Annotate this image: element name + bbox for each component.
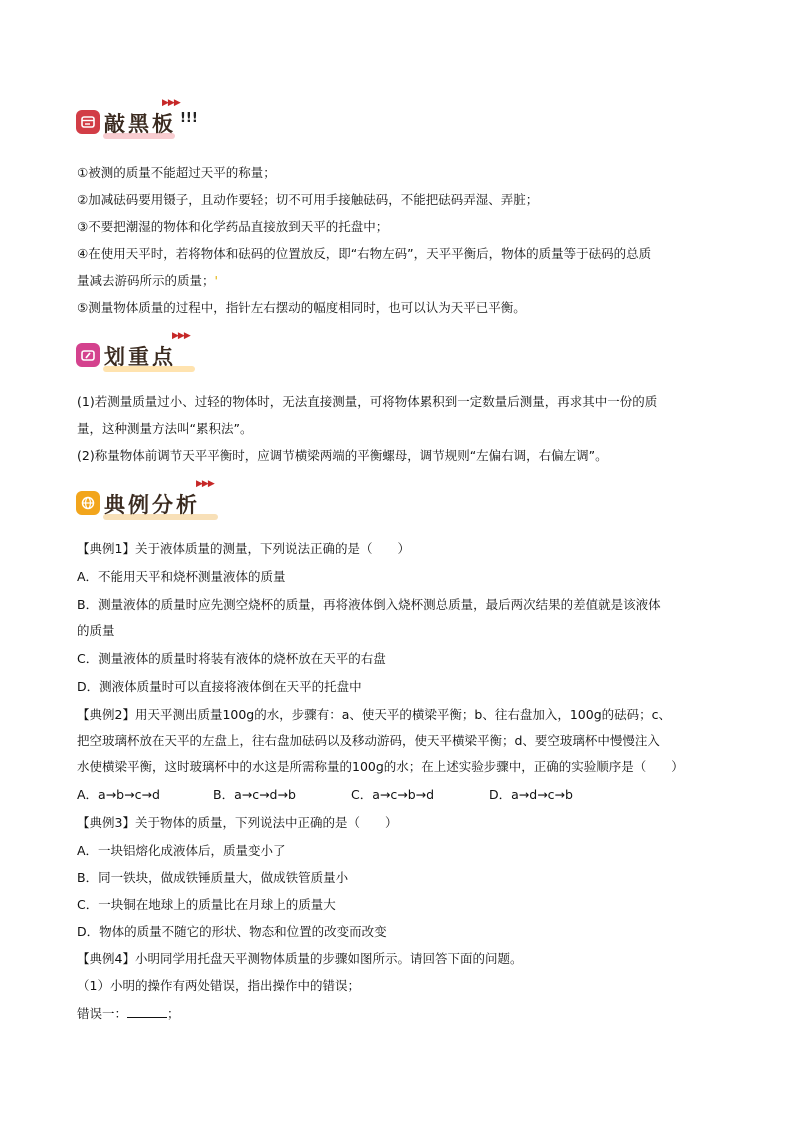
example-4-stem: 【典例4】小明同学用托盘天平测物体质量的步骤如图所示。请回答下面的问题。 xyxy=(77,951,523,966)
note-line: ②加减砝码要用镊子，且动作要轻；切不可用手接触砝码，不能把砝码弄湿、弄脏； xyxy=(77,192,539,207)
example-1-option-b: B．测量液体的质量时应先测空烧杯的质量，再将液体倒入烧杯测总质量，最后两次结果的差值就是该液体 xyxy=(77,597,661,612)
note-line: ③不要把潮湿的物体和化学药品直接放到天平的托盘中； xyxy=(77,219,389,234)
example-3-option-b: B．同一铁块，做成铁锤质量大，做成铁管质量小 xyxy=(77,870,349,885)
note-line: ①被测的质量不能超过天平的称量； xyxy=(77,165,276,180)
error-1-end: ； xyxy=(167,1006,180,1021)
example-2-option-d: D．a→d→c→b xyxy=(489,787,573,802)
example-4-question-1: （1）小明的操作有两处错误，指出操作中的错误； xyxy=(77,978,360,993)
notebook-icon xyxy=(76,110,100,134)
example-1-option-a: A．不能用天平和烧杯测量液体的质量 xyxy=(77,569,286,584)
note-text: 量减去游码所示的质量； xyxy=(77,273,215,288)
example-1-option-b-cont: 的质量 xyxy=(77,623,115,638)
keypoint-line: (2)称量物体前调节天平平衡时，应调节横梁两端的平衡螺母，调节规则“左偏右调，右偏左调”。 xyxy=(77,448,608,463)
example-2-option-a: A．a→b→c→d xyxy=(77,787,160,802)
example-3-option-a: A．一块铝熔化成液体后，质量变小了 xyxy=(77,843,286,858)
example-1-option-d: D．测液体质量时可以直接将液体倒在天平的托盘中 xyxy=(77,679,362,694)
section-title: 划重点 xyxy=(104,345,176,369)
section-header-key-points xyxy=(76,331,316,376)
section-header-example-analysis xyxy=(76,479,316,524)
arrows-decoration-icon: ▶▶▶ xyxy=(172,331,190,341)
pen-icon xyxy=(76,343,100,367)
section-title: 敲黑板 xyxy=(104,112,176,136)
example-1-option-c: C．测量液体的质量时将装有液体的烧杯放在天平的右盘 xyxy=(77,651,386,666)
arrows-decoration-icon: ▶▶▶ xyxy=(162,98,180,108)
example-2-option-b: B．a→c→d→b xyxy=(213,787,296,802)
example-3-option-d: D．物体的质量不随它的形状、物态和位置的改变而改变 xyxy=(77,924,387,939)
example-3-option-c: C．一块铜在地球上的质量比在月球上的质量大 xyxy=(77,897,336,912)
globe-icon xyxy=(76,491,100,515)
exclamation-marks: !!! xyxy=(180,111,198,126)
example-2-stem-line: 【典例2】用天平测出质量100g的水，步骤有：a、使天平的横梁平衡；b、往右盘加入，100g的砝码；c、 xyxy=(77,707,672,722)
error-1-label: 错误一： xyxy=(77,1006,128,1021)
example-2-option-c: C．a→c→b→d xyxy=(351,787,435,802)
note-line: ⑤测量物体质量的过程中，指针左右摆动的幅度相同时，也可以认为天平已平衡。 xyxy=(77,300,526,315)
note-line: ④在使用天平时，若将物体和砝码的位置放反，即“右物左码”，天平平衡后，物体的质量等于砝码的总质 xyxy=(77,246,652,261)
section-title: 典例分析 xyxy=(104,493,200,517)
example-2-options xyxy=(77,786,573,804)
arrows-decoration-icon: ▶▶▶ xyxy=(196,479,214,489)
example-2-stem-line: 水使横梁平衡，这时玻璃杯中的水这是所需称量的100g的水；在上述实验步骤中，正确的实验顺序是（ ） xyxy=(77,759,684,774)
answer-blank[interactable] xyxy=(127,1005,167,1018)
keypoint-line: 量，这种测量方法叫“累积法”。 xyxy=(77,421,253,436)
example-2-stem-line: 把空玻璃杯放在天平的左盘上，往右盘加砝码以及移动游码，使天平横梁平衡；d、要空玻璃杯中慢慢注入 xyxy=(77,733,660,748)
section-header-knock-board xyxy=(76,98,316,143)
example-3-stem: 【典例3】关于物体的质量，下列说法中正确的是（ ） xyxy=(77,815,398,830)
note-mark: ' xyxy=(214,273,218,288)
note-line xyxy=(77,272,218,290)
example-4-error-1 xyxy=(77,1005,180,1023)
keypoint-line: (1)若测量质量过小、过轻的物体时，无法直接测量，可将物体累积到一定数量后测量，再求其中一份的质 xyxy=(77,394,658,409)
example-1-stem: 【典例1】关于液体质量的测量，下列说法正确的是（ ） xyxy=(77,541,410,556)
